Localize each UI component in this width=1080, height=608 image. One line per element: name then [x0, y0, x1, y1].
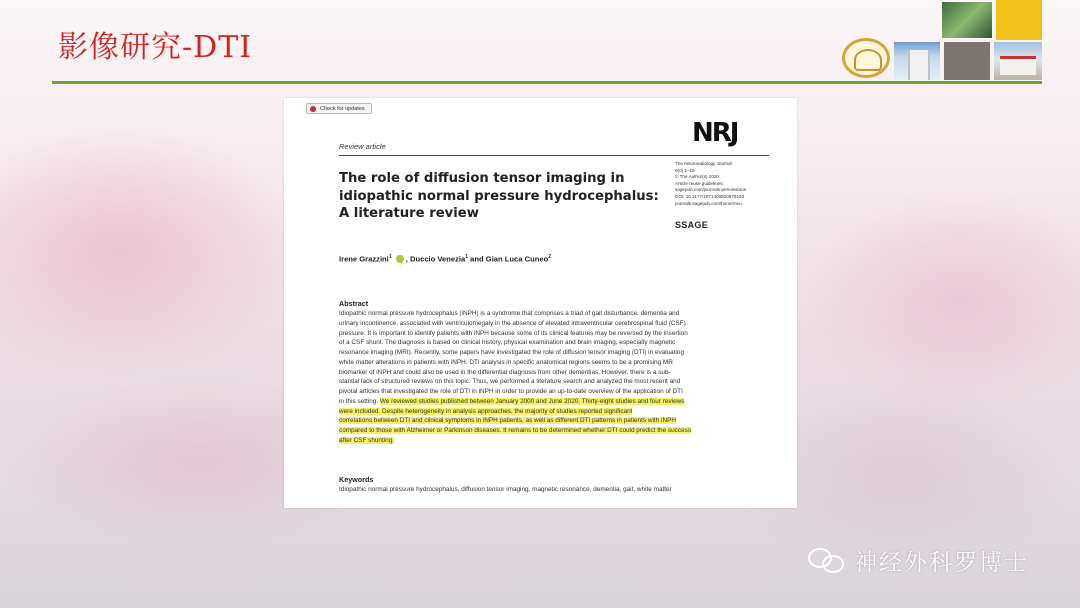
abstract-line [339, 397, 771, 407]
abstract-line: urinary incontinence, associated with ventriculomegaly in the absence of elevated intraventricular cerebrospinal fluid (CSF) [339, 319, 686, 327]
highlighted-text: were included. Despite heterogeneity in analysis approaches, the majority of studies reported significant [339, 407, 633, 415]
watermark [806, 542, 1029, 578]
abstract-line: stantial lack of structured reviews on this topic. Thus, we performed a literature search and analyzed the most recent and [339, 378, 681, 386]
keywords-heading: Keywords [339, 475, 374, 484]
author-name: Duccio Venezia [409, 254, 466, 264]
title-line: The role of diffusion tensor imaging in [339, 171, 625, 186]
abstract-heading: Abstract [339, 299, 369, 308]
title-line: A literature review [339, 206, 479, 221]
reuse-link[interactable]: sagepub.com/journals-permissions [675, 187, 746, 193]
highlighted-text: compared to those with Alzheimer or Parkinson diseases. It remains to be determined whether DTI could predict the success [339, 427, 692, 434]
abstract-line: pivotal articles that investigated the role of DTI in iNPH in order to provide an up-to-date overview of the application of DTI [339, 388, 683, 395]
slide-title: 影像研究-DTI [58, 30, 253, 65]
abstract-line [339, 407, 771, 417]
keywords-list: Idiopathic normal pressure hydrocephalus, diffusion tensor imaging, magnetic resonance, dementia, gait, white matter [339, 486, 672, 493]
watermark-text: 神经外科罗博士 [854, 549, 1029, 576]
journal-issue: 0(0) 1–15 [675, 167, 695, 173]
publisher-logo: SSAGE [675, 220, 709, 230]
highlighted-text: after CSF shunting. [339, 436, 395, 444]
photo-greenery [942, 2, 992, 38]
orcid-icon[interactable] [396, 255, 404, 263]
photo-campus [994, 42, 1042, 80]
abstract-line [339, 416, 771, 426]
doi[interactable]: DOI: 10.1177/1971400920975153 [675, 193, 745, 199]
reuse-label: Article reuse guidelines: [675, 180, 724, 186]
abstract-line [339, 426, 771, 436]
photo-building [894, 42, 940, 80]
wechat-icon [806, 546, 846, 574]
copyright: © The Author(s) 2020 [675, 174, 719, 180]
abstract-line: white matter alterations in patients with iNPH. DTI analysis in specific anatomical regions seems to be a promising MR [339, 358, 673, 366]
article-type: Review article [339, 142, 386, 151]
author-name: and Gian Luca Cuneo [470, 254, 549, 264]
abstract-text: in this setting. [339, 397, 380, 405]
affiliation-mark: 1 [465, 254, 469, 260]
hospital-logo-cluster [836, 0, 1046, 82]
affiliation-mark: 1 [388, 254, 392, 260]
journal-logo: NRJ [692, 118, 738, 148]
hospital-seal-icon [842, 38, 890, 78]
affiliation-mark: 2 [548, 254, 552, 260]
check-for-updates-button[interactable]: Check for updates [306, 103, 372, 114]
abstract-line: Idiopathic normal pressure hydrocephalus (iNPH) is a syndrome that comprises a triad of gait disturbance, dementia and [339, 310, 680, 317]
abstract-line [339, 436, 771, 446]
paper-title [339, 170, 659, 223]
highlighted-text: We reviewed studies published between January 2000 and June 2020. Thirty-eight studies and four reviews [379, 397, 685, 405]
header-rule [339, 155, 769, 156]
author-separator: , [405, 254, 408, 264]
journal-name: The Neuroradiology Journal [675, 161, 732, 166]
photo-gray-block [944, 42, 990, 80]
paper-screenshot [284, 98, 797, 508]
abstract-line: resonance imaging (MRI). Recently, some papers have investigated the role of diffusion tensor imaging (DTI) in evaluating [339, 349, 685, 356]
author-list [339, 254, 551, 264]
abstract-line: of a CSF shunt. The diagnosis is based on clinical history, physical examination and brain imaging, especially magnetic [339, 339, 676, 347]
journal-meta [675, 161, 785, 207]
abstract-line: pressure. It is important to identify patients with iNPH because some of its clinical features may be reversed by the insertion [339, 329, 688, 337]
title-line: idiopathic normal pressure hydrocephalus: [339, 188, 659, 204]
highlighted-text: correlations between DTI and clinical symptoms in iNPH patients, as well as different DTI patterns in patients with iNPH [339, 417, 676, 425]
abstract-line: biomarker of iNPH and could also be used in the differential diagnosis from other dementias. However, there is a sub- [339, 368, 671, 376]
author-name: Irene Grazzini [339, 254, 389, 264]
photo-yellow-block [996, 0, 1042, 40]
journal-home-link[interactable]: journals.sagepub.com/home/neu [675, 200, 742, 206]
abstract-body [339, 309, 771, 446]
